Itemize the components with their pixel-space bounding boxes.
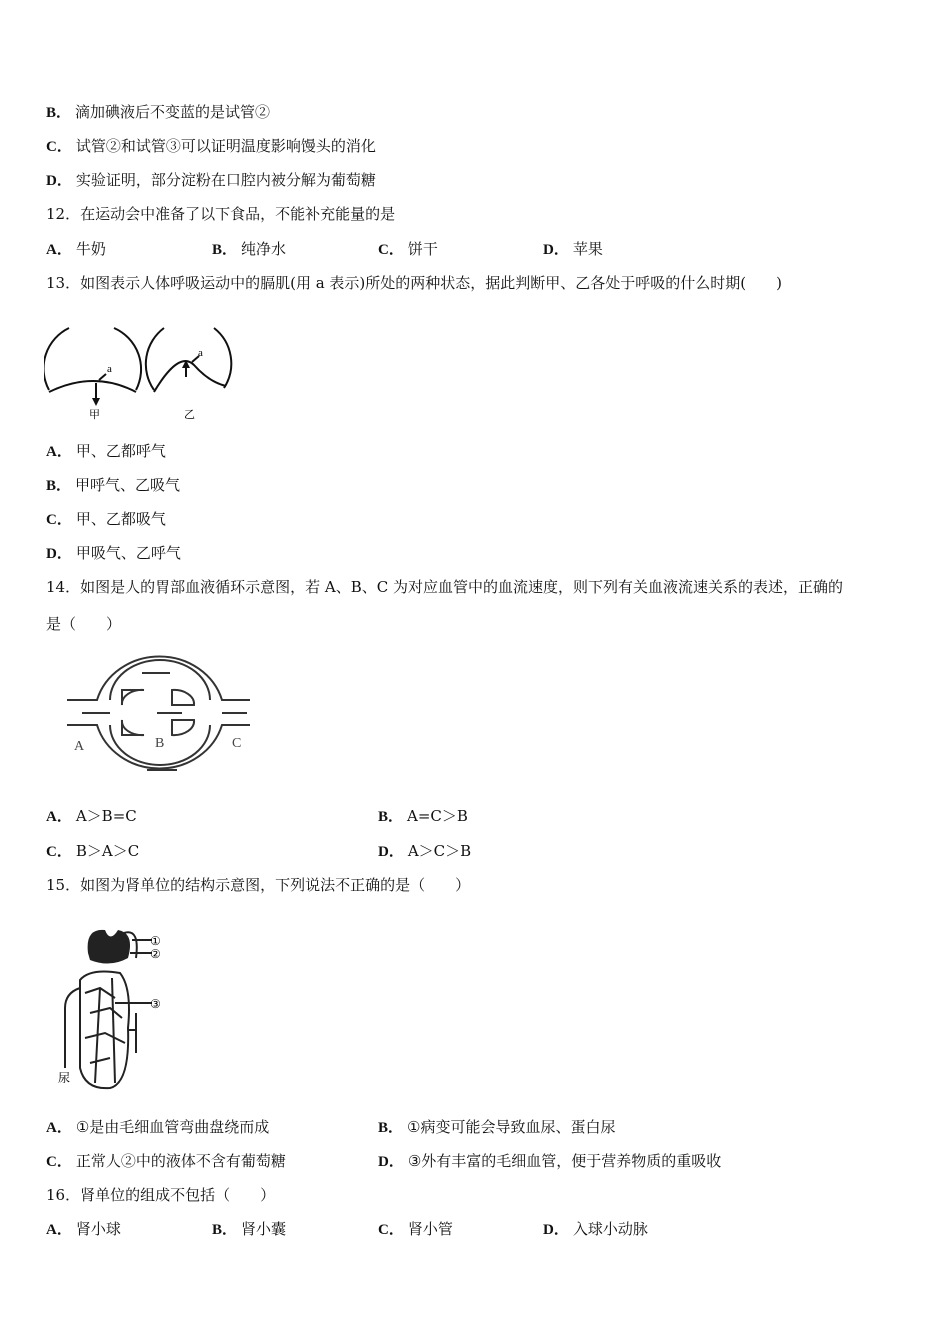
q12-stem: 12．在运动会中准备了以下食品，不能补充能量的是 (46, 205, 396, 223)
q14-option-b: B． A=C＞B (378, 807, 468, 825)
q13-option-b: B． 甲呼气、乙吸气 (46, 476, 181, 494)
svg-text:a: a (198, 347, 203, 359)
q12-option-d: D． 苹果 (543, 240, 603, 258)
diaphragm-figure (44, 320, 234, 420)
q16-option-d: D． 入球小动脉 (543, 1220, 648, 1238)
q12-option-c: C． 饼干 (378, 240, 438, 258)
q12-option-a: A． 牛奶 (46, 240, 106, 258)
svg-text:②: ② (150, 947, 161, 961)
q14-stem-line1: 14．如图是人的胃部血液循环示意图，若 A、B、C 为对应血管中的血流速度，则下列有关血液流速关系的表述，正确的 (46, 578, 843, 596)
q14-option-c: C． B＞A＞C (46, 842, 140, 860)
svg-text:a: a (107, 363, 112, 375)
q15-option-a: A． ①是由毛细血管弯曲盘绕而成 (46, 1118, 270, 1136)
q11-option-c: C． 试管②和试管③可以证明温度影响馒头的消化 (46, 137, 376, 155)
q14-option-d: D． A＞C＞B (378, 842, 472, 860)
q13-stem: 13．如图表示人体呼吸运动中的膈肌(用 a 表示)所处的两种状态，据此判断甲、乙各处于呼吸的什么时期( ) (46, 274, 782, 292)
q15-option-b: B． ①病变可能会导致血尿、蛋白尿 (378, 1118, 616, 1136)
svg-text:③: ③ (150, 997, 161, 1011)
q16-stem: 16．肾单位的组成不包括（ ） (46, 1186, 276, 1204)
svg-text:甲: 甲 (89, 409, 100, 420)
q13-option-a: A． 甲、乙都呼气 (46, 442, 166, 460)
nephron-figure (50, 918, 180, 1098)
svg-text:尿: 尿 (58, 1071, 71, 1085)
q16-option-c: C． 肾小管 (378, 1220, 453, 1238)
q15-option-c: C． 正常人②中的液体不含有葡萄糖 (46, 1152, 286, 1170)
q16-option-b: B． 肾小囊 (212, 1220, 287, 1238)
svg-text:C: C (232, 736, 242, 751)
q14-option-a: A． A＞B=C (46, 807, 137, 825)
q14-stem-line2: 是（ ） (46, 615, 122, 633)
q15-option-d: D． ③外有丰富的毛细血管，便于营养物质的重吸收 (378, 1152, 722, 1170)
svg-text:A: A (74, 739, 85, 754)
q15-stem: 15．如图为肾单位的结构示意图，下列说法不正确的是（ ） (46, 876, 471, 894)
q12-option-b: B． 纯净水 (212, 240, 287, 258)
q11-option-d: D． 实验证明，部分淀粉在口腔内被分解为葡萄糖 (46, 171, 376, 189)
q11-option-b: B． 滴加碘液后不变蓝的是试管② (46, 103, 271, 121)
svg-text:①: ① (150, 934, 161, 948)
q13-option-c: C． 甲、乙都吸气 (46, 510, 166, 528)
q16-option-a: A． 肾小球 (46, 1220, 121, 1238)
q13-option-d: D． 甲吸气、乙呼气 (46, 544, 181, 562)
svg-text:B: B (155, 736, 165, 751)
svg-text:乙: 乙 (184, 409, 195, 420)
stomach-circulation-figure (62, 655, 257, 790)
